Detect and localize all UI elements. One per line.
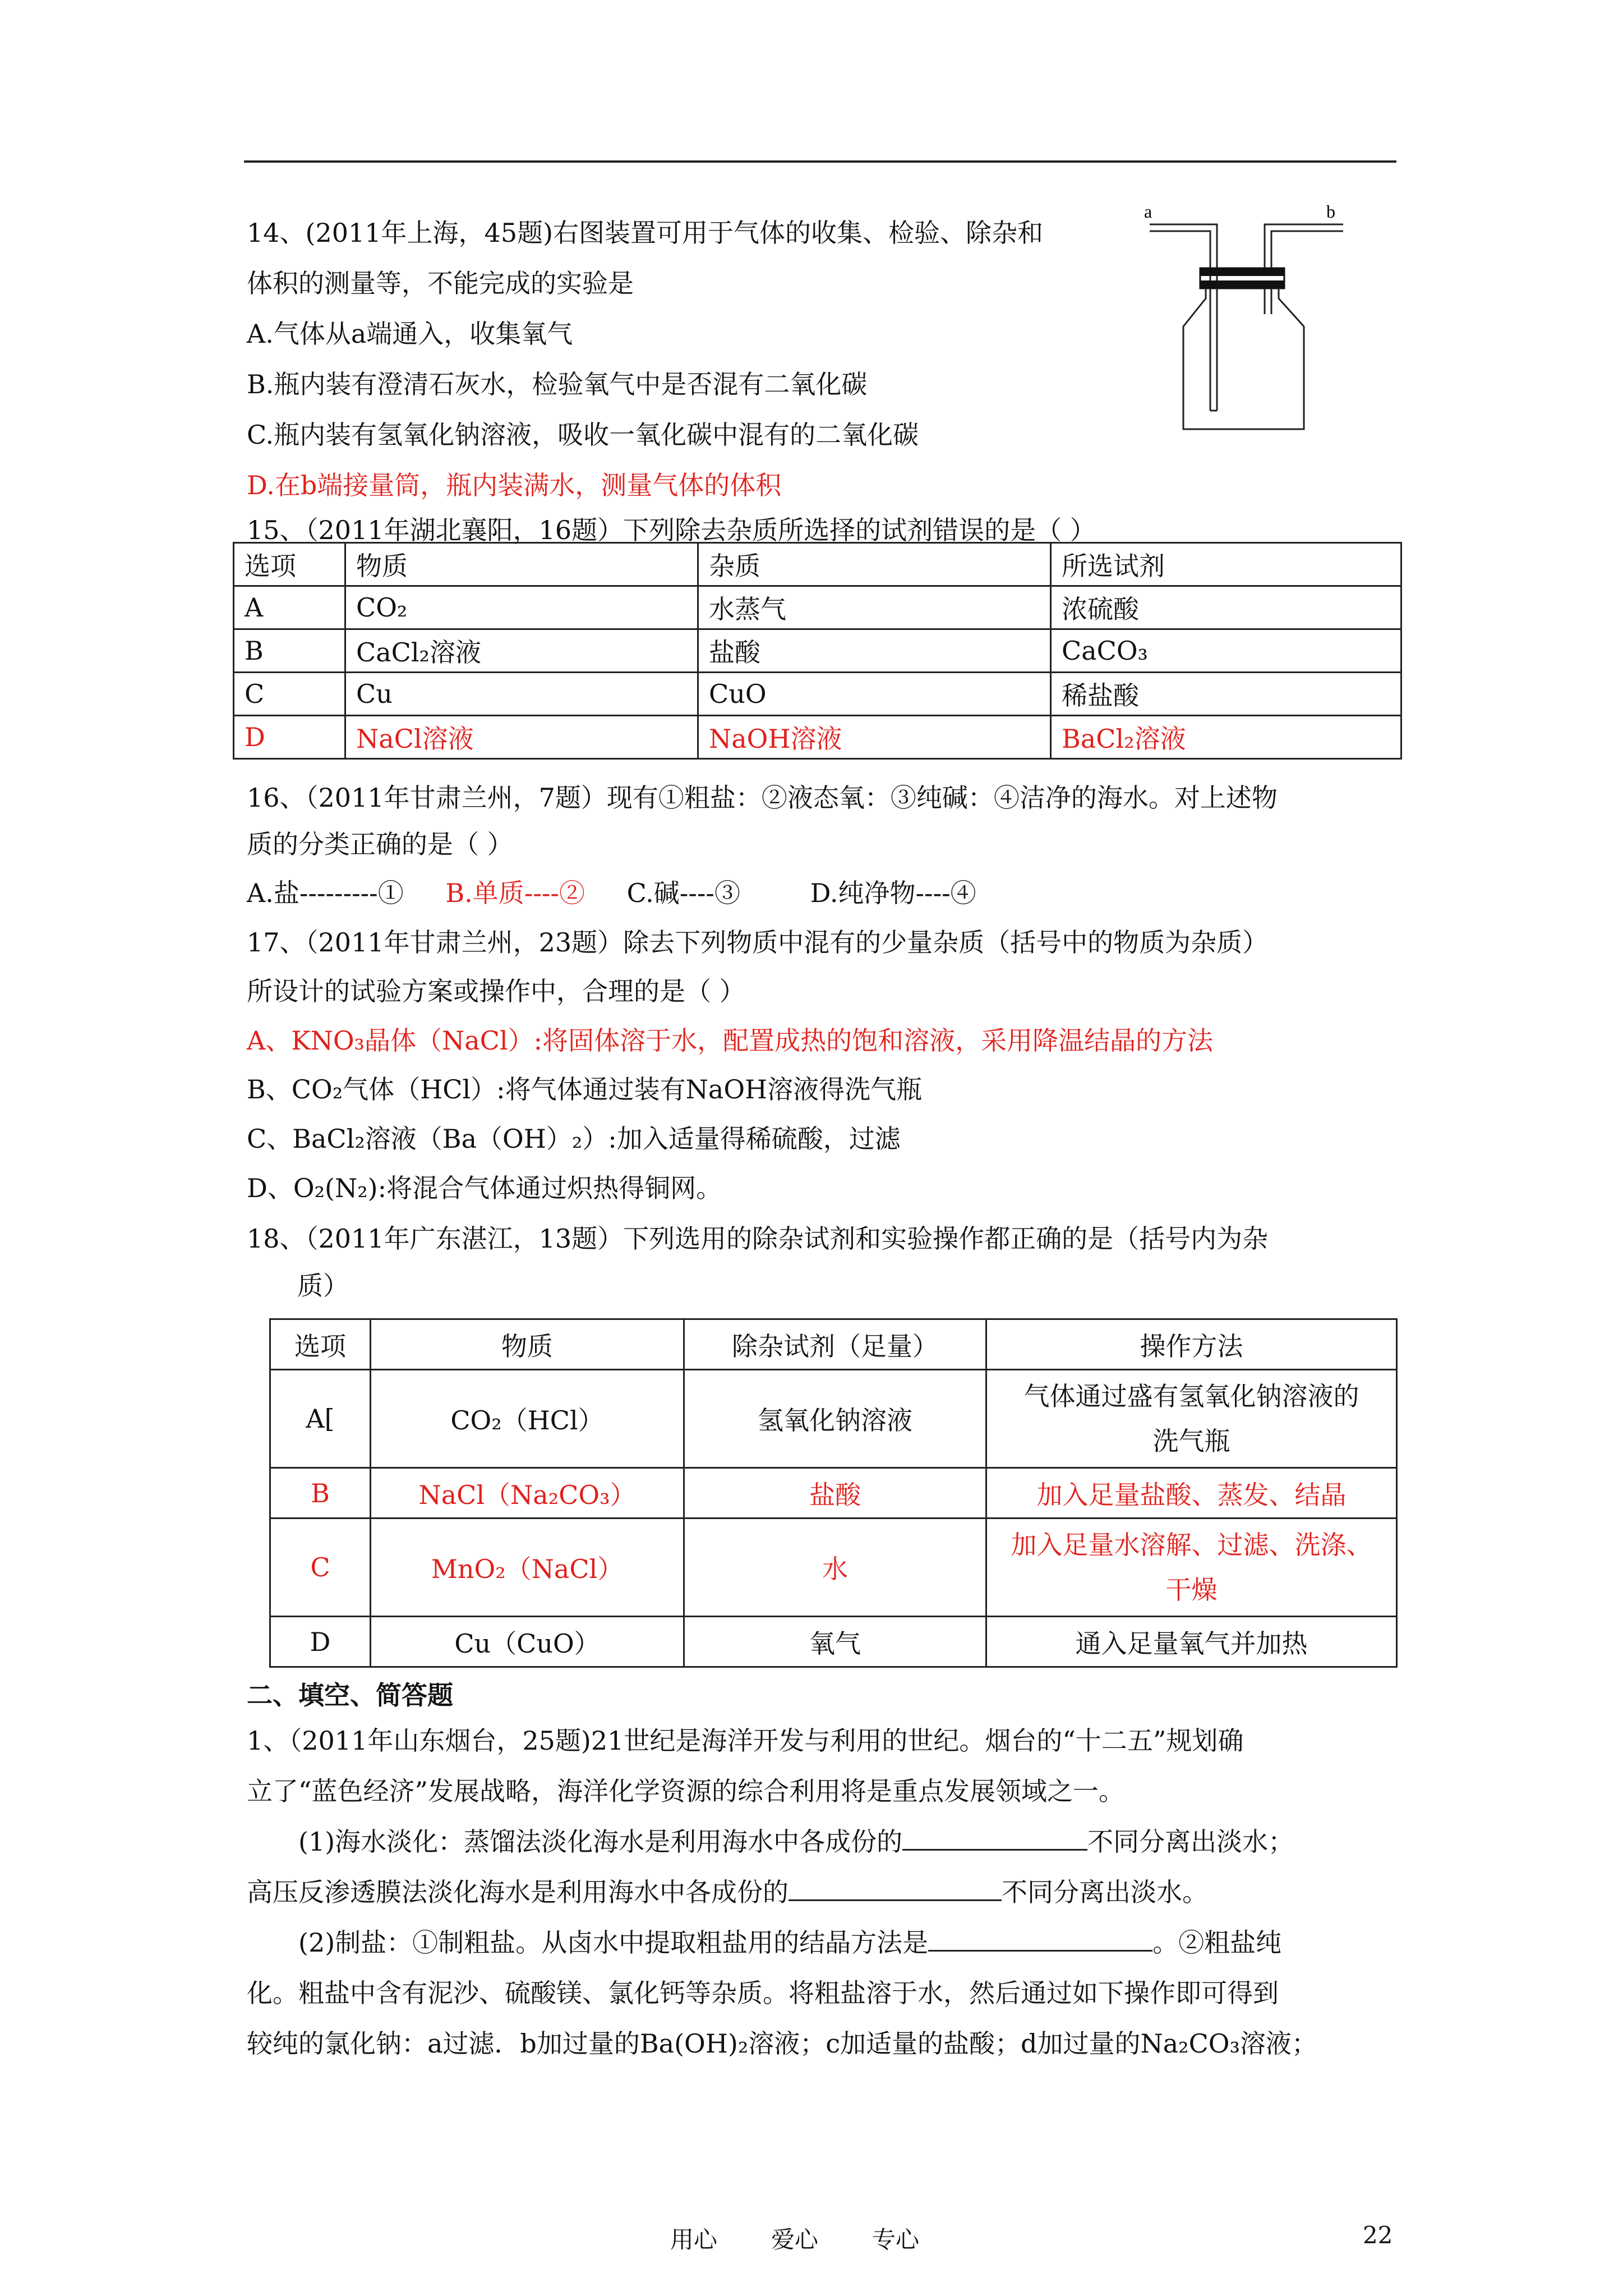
cell-line: 洗气瓶 [1152, 1426, 1230, 1456]
text: 。②粗盐纯 [1152, 1927, 1282, 1958]
q18-stem-line1: 18、（2011年广东湛江，13题）下列选用的除杂试剂和实验操作都正确的是（括号内为杂 [247, 1223, 1269, 1254]
table-cell: A [234, 586, 345, 629]
p3-line1 [247, 1917, 1402, 1968]
table-header-cell: 除杂试剂（足量） [684, 1319, 986, 1370]
table-header-cell: 所选试剂 [1051, 543, 1401, 586]
q14-stem-line2: 体积的测量等，不能完成的实验是 [247, 268, 634, 298]
q16-option-b: B.单质----② [445, 878, 585, 908]
q17-stem-line1: 17、（2011年甘肃兰州，23题）除去下列物质中混有的少量杂质（括号中的物质为杂质） [247, 927, 1269, 958]
cell-line: 干燥 [1165, 1575, 1218, 1605]
section2-paragraph [247, 1715, 1402, 2069]
q17-option-b: B、CO₂气体（HCl）:将气体通过装有NaOH溶液得洗气瓶 [247, 1074, 923, 1105]
table-cell: 水 [684, 1519, 986, 1617]
table-cell: B [234, 629, 345, 673]
table-cell: B [270, 1468, 371, 1519]
table-cell: 稀盐酸 [1051, 673, 1401, 716]
q14-option-a: A.气体从a端通入，收集氧气 [247, 319, 573, 349]
footer-text-3: 专心 [872, 2226, 920, 2253]
q14-option-c: C.瓶内装有氢氧化钠溶液，吸收一氧化碳中混有的二氧化碳 [247, 420, 919, 450]
table-row-answer [270, 1468, 1397, 1519]
q14-option-d: D.在b端接量筒，瓶内装满水，测量气体的体积 [247, 470, 782, 500]
table-cell: CaCl₂溶液 [345, 629, 698, 673]
table-row-answer [270, 1519, 1397, 1617]
table-header-cell: 操作方法 [986, 1319, 1397, 1370]
q16-option-c: C.碱----③ [626, 878, 740, 908]
table-cell: CO₂（HCl） [371, 1370, 684, 1468]
text: 高压反渗透膜法淡化海水是利用海水中各成份的 [247, 1877, 789, 1907]
table-cell: MnO₂（NaCl） [371, 1519, 684, 1617]
q16-stem-line1: 16、（2011年甘肃兰州，7题）现有①粗盐：②液态氧：③纯碱：④洁净的海水。对上述物 [247, 783, 1278, 813]
q18-table [269, 1318, 1398, 1668]
p2-line2 [247, 1867, 1402, 1917]
cell-line: 加入足量水溶解、过滤、洗涤、 [1011, 1530, 1372, 1560]
footer-text-1: 用心 [670, 2226, 718, 2253]
table-cell: 水蒸气 [698, 586, 1051, 629]
answer-blank[interactable] [902, 1823, 1087, 1851]
table-header-cell: 杂质 [698, 543, 1051, 586]
apparatus-label-a: a [1144, 202, 1152, 222]
p1-line1: 1、（2011年山东烟台，25题)21世纪是海洋开发与利用的世纪。烟台的“十二五”规划确 [247, 1726, 1244, 1756]
table-cell: A[ [270, 1370, 371, 1468]
table-row [270, 1370, 1397, 1468]
gas-bottle-apparatus-figure [1144, 202, 1357, 443]
apparatus-label-b: b [1326, 202, 1335, 222]
q16-option-d: D.纯净物----④ [810, 878, 976, 908]
table-cell: CaCO₃ [1051, 629, 1401, 673]
section-heading: 二、填空、简答题 [247, 1680, 453, 1710]
header-rule [244, 160, 1396, 163]
q16-stem-line2: 质的分类正确的是（ ） [247, 829, 513, 859]
table-header-row [270, 1319, 1397, 1370]
q17-option-c: C、BaCl₂溶液（Ba（OH）₂）:加入适量得稀硫酸，过滤 [247, 1124, 901, 1154]
table-cell: 氧气 [684, 1617, 986, 1667]
table-row [234, 673, 1401, 716]
table-cell: 氢氧化钠溶液 [684, 1370, 986, 1468]
table-cell: D [270, 1617, 371, 1667]
table-row-answer [234, 716, 1401, 759]
question-14 [247, 208, 1122, 510]
table-cell: 加入足量盐酸、蒸发、结晶 [986, 1468, 1397, 1519]
table-cell: 盐酸 [698, 629, 1051, 673]
q15-stem: 15、（2011年湖北襄阳，16题）下列除去杂质所选择的试剂错误的是（ ） [247, 515, 1096, 545]
p3-line2: 化。粗盐中含有泥沙、硫酸镁、氯化钙等杂质。将粗盐溶于水，然后通过如下操作即可得到 [247, 1978, 1279, 2008]
table-cell: Cu [345, 673, 698, 716]
table-cell: Cu（CuO） [371, 1617, 684, 1667]
text: (2)制盐：①制粗盐。从卤水中提取粗盐用的结晶方法是 [298, 1927, 929, 1958]
table-header-row [234, 543, 1401, 586]
q15-table [233, 542, 1402, 760]
table-cell: NaCl（Na₂CO₃） [371, 1468, 684, 1519]
table-header-cell: 选项 [234, 543, 345, 586]
text: 不同分离出淡水。 [1002, 1877, 1208, 1907]
table-row [234, 629, 1401, 673]
q14-option-b: B.瓶内装有澄清石灰水，检验氧气中是否混有二氧化碳 [247, 369, 868, 399]
table-cell: 浓硫酸 [1051, 586, 1401, 629]
p3-line3: 较纯的氯化钠：a过滤．b加过量的Ba(OH)₂溶液；c加适量的盐酸；d加过量的Na₂CO₃溶液； [247, 2028, 1317, 2059]
table-cell: C [270, 1519, 371, 1617]
table-row [234, 586, 1401, 629]
table-cell: 盐酸 [684, 1468, 986, 1519]
table-header-cell: 物质 [371, 1319, 684, 1370]
q18-stem-line2: 质） [297, 1271, 349, 1301]
table-cell [986, 1519, 1397, 1617]
table-header-cell: 物质 [345, 543, 698, 586]
table-cell: C [234, 673, 345, 716]
table-row [270, 1617, 1397, 1667]
table-cell: CO₂ [345, 586, 698, 629]
q17-option-d: D、O₂(N₂):将混合气体通过炽热得铜网。 [247, 1173, 722, 1203]
q16-options [247, 876, 976, 910]
table-cell: NaCl溶液 [345, 716, 698, 759]
q17-stem-line2: 所设计的试验方案或操作中，合理的是（ ） [247, 976, 745, 1006]
cell-line: 气体通过盛有氢氧化钠溶液的 [1023, 1381, 1359, 1411]
q14-stem-line1: 14、(2011年上海，45题)右图装置可用于气体的收集、检验、除杂和 [247, 218, 1044, 248]
table-cell: BaCl₂溶液 [1051, 716, 1401, 759]
table-cell: CuO [698, 673, 1051, 716]
table-header-cell: 选项 [270, 1319, 371, 1370]
text: (1)海水淡化：蒸馏法淡化海水是利用海水中各成份的 [298, 1826, 903, 1857]
text: 不同分离出淡水； [1087, 1826, 1294, 1857]
table-cell: D [234, 716, 345, 759]
answer-blank[interactable] [789, 1874, 1002, 1901]
p2-line1 [247, 1816, 1402, 1867]
table-cell: NaOH溶液 [698, 716, 1051, 759]
table-cell: 通入足量氧气并加热 [986, 1617, 1397, 1667]
footer-text-2: 爱心 [771, 2226, 819, 2253]
q17-option-a: A、KNO₃晶体（NaCl）:将固体溶于水，配置成热的饱和溶液，采用降温结晶的方法 [247, 1025, 1214, 1056]
p1-line2: 立了“蓝色经济”发展战略，海洋化学资源的综合利用将是重点发展领域之一。 [247, 1776, 1125, 1806]
page-number: 22 [1363, 2221, 1393, 2249]
q16-option-a: A.盐---------① [247, 878, 404, 908]
table-cell [986, 1370, 1397, 1468]
answer-blank[interactable] [928, 1924, 1152, 1952]
